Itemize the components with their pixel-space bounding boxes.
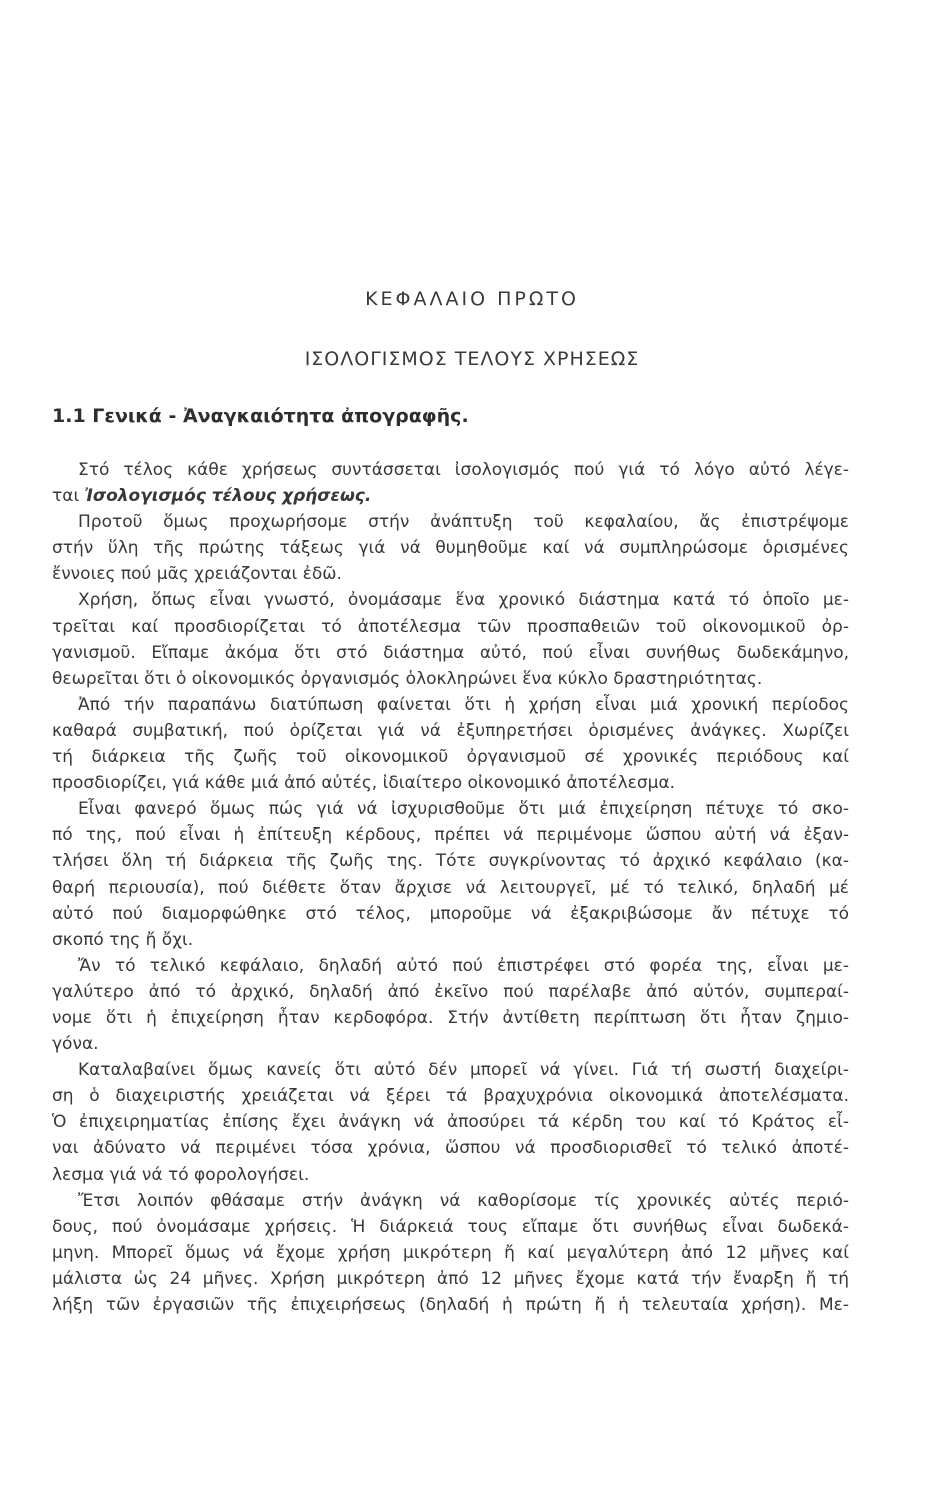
text-line: στήν ὕλη τῆς πρώτης τάξεως γιά νά θυμηθοῦμε καί νά συμπληρώσομε ὁρισμένες xyxy=(52,538,849,559)
text-line: μάλιστα ὡς 24 μῆνες. Χρήση μικρότερη ἀπό 12 μῆνες ἔχομε κατά τήν ἔναρξη ἤ τή xyxy=(52,1268,849,1289)
text-line: Καταλαβαίνει ὅμως κανείς ὅτι αὐτό δέν μπορεῖ νά γίνει. Γιά τή σωστή διαχείρι- xyxy=(78,1060,849,1081)
text-line: Ὁ ἐπιχειρηματίας ἐπίσης ἔχει ἀνάγκη νά ἀποσύρει τά κέρδη του καί τό Κράτος εἶ- xyxy=(52,1112,849,1133)
text-line: Εἶναι φανερό ὅμως πώς γιά νά ἰσχυρισθοῦμε ὅτι μιά ἐπιχείρηση πέτυχε τό σκο- xyxy=(78,799,849,820)
text-line: νομε ὅτι ἡ ἐπιχείρηση ἦταν κερδοφόρα. Στήν ἀντίθετη περίπτωση ὅτι ἦταν ζημιο- xyxy=(52,1007,849,1028)
text-line: προσδιορίζει, γιά κάθε μιά ἀπό αὐτές, ἰδιαίτερο οἰκονομικό ἀποτέλεσμα. xyxy=(52,773,676,794)
text-line: θεωρεῖται ὅτι ὁ οἰκονομικός ὀργανισμός ὁλοκληρώνει ἕνα κύκλο δραστηριότητας. xyxy=(52,668,763,689)
text-line: μηνη. Μπορεῖ ὅμως νά ἔχομε χρήση μικρότερη ἤ καί μεγαλύτερη ἀπό 12 μῆνες καί xyxy=(52,1242,849,1263)
text-line: αὐτό πού διαμορφώθηκε στό τέλος, μποροῦμε νά ἐξακριβώσομε ἄν πέτυχε τό xyxy=(52,903,849,924)
emphasized-term: Ἰσολογισμός τέλους χρήσεως. xyxy=(84,486,372,507)
text-fragment: ται xyxy=(52,486,85,507)
text-line: ἔννοιες πού μᾶς χρειάζονται ἐδῶ. xyxy=(52,564,342,585)
text-line: πό της, πού εἶναι ἡ ἐπίτευξη κέρδους, πρέπει νά περιμένομε ὥσπου αὐτή νά ἐξαν- xyxy=(52,825,849,846)
text-line: Ἀπό τήν παραπάνω διατύπωση φαίνεται ὅτι ἡ χρήση εἶναι μιά χρονική περίοδος xyxy=(78,694,849,715)
text-line: Στό τέλος κάθε χρήσεως συντάσσεται ἰσολογισμός πού γιά τό λόγο αὐτό λέγε- xyxy=(78,460,849,480)
chapter-label: ΚΕΦΑΛΑΙΟ ΠΡΩΤΟ xyxy=(365,288,579,310)
text-line: Προτοῦ ὅμως προχωρήσομε στήν ἀνάπτυξη τοῦ κεφαλαίου, ἄς ἐπιστρέψομε xyxy=(78,512,849,533)
body-text xyxy=(52,457,849,1318)
text-line: θαρή περιουσία), πού διέθετε ὅταν ἄρχισε νά λειτουργεῖ, μέ τό τελικό, δηλαδή μέ xyxy=(52,877,849,898)
chapter-title: ΙΣΟΛΟΓΙΣΜΟΣ ΤΕΛΟΥΣ ΧΡΗΣΕΩΣ xyxy=(304,348,640,370)
text-line: ση ὁ διαχειριστής χρειάζεται νά ξέρει τά βραχυχρόνια οἰκονομικά ἀποτελέσματα. xyxy=(52,1086,849,1107)
text-line: Χρήση, ὅπως εἶναι γνωστό, ὀνομάσαμε ἕνα χρονικό διάστημα κατά τό ὁποῖο με- xyxy=(78,590,849,611)
text-line: λεσμα γιά νά τό φορολογήσει. xyxy=(52,1164,310,1185)
text-line xyxy=(52,483,849,509)
text-line: γανισμοῦ. Εἴπαμε ἀκόμα ὅτι στό διάστημα αὐτό, πού εἶναι συνήθως δωδεκάμηνο, xyxy=(52,642,849,663)
text-line: τή διάρκεια τῆς ζωῆς τοῦ οἰκονομικοῦ ὀργανισμοῦ σέ χρονικές περιόδους καί xyxy=(52,747,849,768)
text-line: λήξη τῶν ἐργασιῶν τῆς ἐπιχειρήσεως (δηλαδή ἡ πρώτη ἤ ἡ τελευταία χρήση). Με- xyxy=(52,1295,849,1315)
text-line: γαλύτερο ἀπό τό ἀρχικό, δηλαδή ἀπό ἐκεῖνο πού παρέλαβε ἀπό αὐτόν, συμπεραί- xyxy=(52,981,849,1002)
text-line: καθαρά συμβατική, πού ὁρίζεται γιά νά ἐξυπηρετήσει ὁρισμένες ἀνάγκες. Χωρίζει xyxy=(52,720,849,741)
text-line: ναι ἀδύνατο νά περιμένει τόσα χρόνια, ὥσπου νά προσδιορισθεῖ τό τελικό ἀποτέ- xyxy=(52,1138,849,1159)
text-line: τρεῖται καί προσδιορίζεται τό ἀποτέλεσμα τῶν προσπαθειῶν τοῦ οἰκονομικοῦ ὀρ- xyxy=(52,616,849,637)
section-heading: 1.1 Γενικά - Ἀναγκαιότητα ἀπογραφῆς. xyxy=(52,405,469,427)
text-line: σκοπό της ἤ ὄχι. xyxy=(52,929,194,950)
text-line: Ἄν τό τελικό κεφάλαιο, δηλαδή αὐτό πού ἐπιστρέφει στό φορέα της, εἶναι με- xyxy=(78,955,849,976)
text-line: δους, πού ὀνομάσαμε χρήσεις. Ἡ διάρκειά τους εἴπαμε ὅτι συνήθως εἶναι δωδεκά- xyxy=(52,1216,849,1237)
text-line: τλήσει ὅλη τή διάρκεια τῆς ζωῆς της. Τότε συγκρίνοντας τό ἀρχικό κεφάλαιο (κα- xyxy=(52,851,849,872)
text-line: γόνα. xyxy=(52,1034,99,1055)
text-line: Ἔτσι λοιπόν φθάσαμε στήν ἀνάγκη νά καθορίσομε τίς χρονικές αὐτές περιό- xyxy=(78,1190,849,1211)
